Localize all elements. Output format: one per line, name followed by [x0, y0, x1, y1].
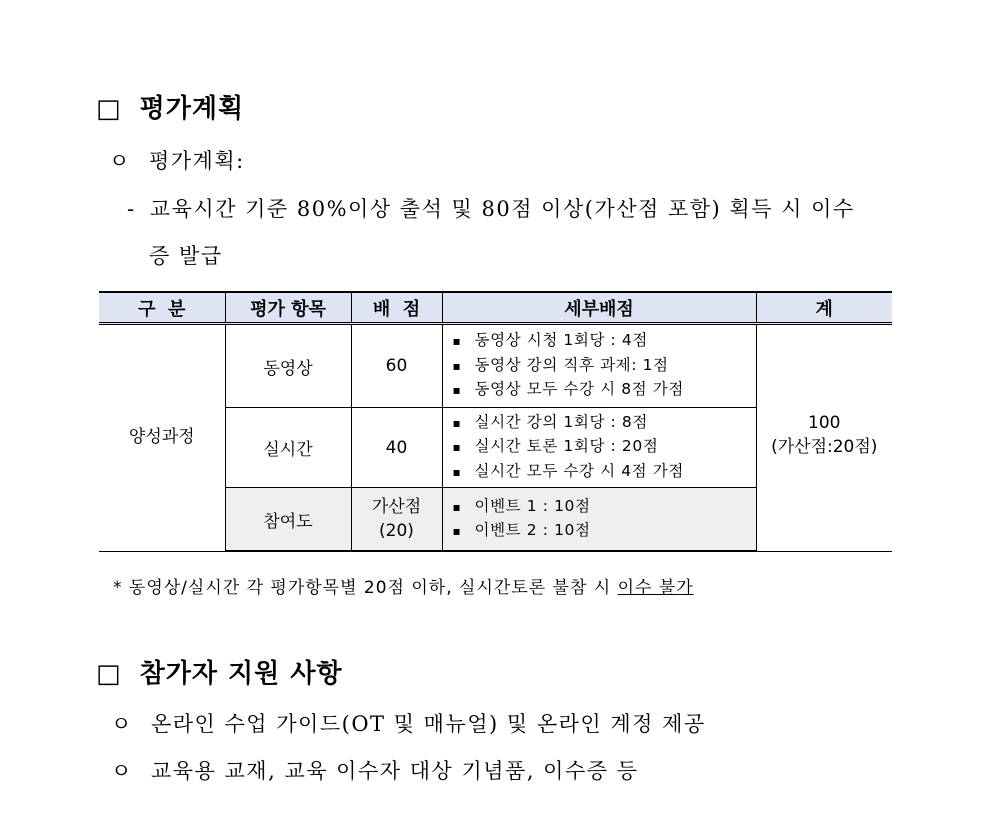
item-cell: 동영상	[225, 324, 351, 408]
header-category: 구 분	[99, 292, 225, 324]
square-bullet-icon: ▪	[452, 334, 462, 349]
header-details: 세부배점	[442, 292, 756, 324]
header-total: 계	[756, 292, 892, 324]
total-bonus: (가산점:20점)	[771, 436, 878, 457]
checkbox-square-icon: □	[96, 659, 122, 689]
description-text-continued: 증 발급	[149, 244, 223, 268]
score-cell: 40	[351, 408, 442, 488]
section-heading-evaluation	[96, 88, 244, 125]
detail-line: ▪ 실시간 토론 1회당 : 20점	[453, 435, 756, 460]
detail-line: ▪ 이벤트 2 : 10점	[453, 519, 756, 544]
square-bullet-icon: ▪	[452, 415, 462, 430]
details-cell	[442, 488, 756, 552]
table-row	[99, 324, 892, 408]
bonus-value: (20)	[379, 521, 414, 541]
item-cell: 실시간	[225, 408, 351, 488]
bonus-label: 가산점	[371, 497, 422, 517]
total-value: 100	[808, 412, 841, 433]
score-cell: 60	[351, 324, 442, 408]
support-item-text: 교육용 교재, 교육 이수자 대상 기념품, 이수증 등	[150, 759, 639, 783]
description-text: 교육시간 기준 80%이상 출석 및 80점 이상(가산점 포함) 획득 시 이수	[149, 197, 855, 221]
sub-item-evaluation	[109, 145, 245, 175]
detail-line: ▪ 동영상 모두 수강 시 8점 가점	[453, 378, 756, 403]
square-bullet-icon: ▪	[452, 464, 462, 479]
table-footnote	[113, 573, 694, 598]
header-score: 배 점	[351, 292, 442, 324]
dash-bullet: -	[127, 197, 136, 221]
square-bullet-icon: ▪	[452, 499, 462, 514]
support-item-1	[111, 708, 706, 738]
support-item-text: 온라인 수업 가이드(OT 및 매뉴얼) 및 온라인 계정 제공	[150, 712, 706, 736]
description-line-2	[149, 240, 223, 270]
circle-bullet-icon: ㅇ	[111, 712, 133, 736]
circle-bullet-icon: ㅇ	[109, 149, 131, 173]
section-title: 평가계획	[139, 94, 245, 124]
square-bullet-icon: ▪	[452, 524, 462, 538]
detail-line: ▪ 동영상 강의 직후 과제: 1점	[453, 354, 756, 379]
section-heading-support	[96, 653, 343, 690]
item-cell: 참여도	[225, 488, 351, 552]
evaluation-table	[99, 291, 892, 552]
score-cell	[351, 488, 442, 552]
square-bullet-icon: ▪	[452, 358, 462, 373]
detail-line: ▪ 실시간 모두 수강 시 4점 가점	[453, 460, 756, 485]
circle-bullet-icon: ㅇ	[111, 759, 133, 783]
checkbox-square-icon: □	[96, 94, 122, 124]
footnote-emphasis: 이수 불가	[617, 578, 694, 598]
footnote-text: * 동영상/실시간 각 평가항목별 20점 이하, 실시간토론 불참 시	[113, 578, 618, 598]
table-header-row	[99, 292, 892, 324]
detail-line: ▪ 이벤트 1 : 10점	[453, 495, 756, 520]
detail-line: ▪ 동영상 시청 1회당 : 4점	[453, 329, 756, 354]
details-cell	[442, 324, 756, 408]
description-line-1	[127, 193, 855, 223]
detail-line: ▪ 실시간 강의 1회당 : 8점	[453, 411, 756, 436]
square-bullet-icon: ▪	[452, 383, 462, 398]
sub-item-label: 평가계획:	[148, 149, 245, 173]
support-item-2	[111, 755, 639, 785]
section-title: 참가자 지원 사항	[139, 659, 343, 689]
category-cell: 양성과정	[99, 324, 225, 552]
details-cell	[442, 408, 756, 488]
total-cell	[756, 324, 892, 552]
header-item: 평가 항목	[225, 292, 351, 324]
square-bullet-icon: ▪	[452, 440, 462, 455]
